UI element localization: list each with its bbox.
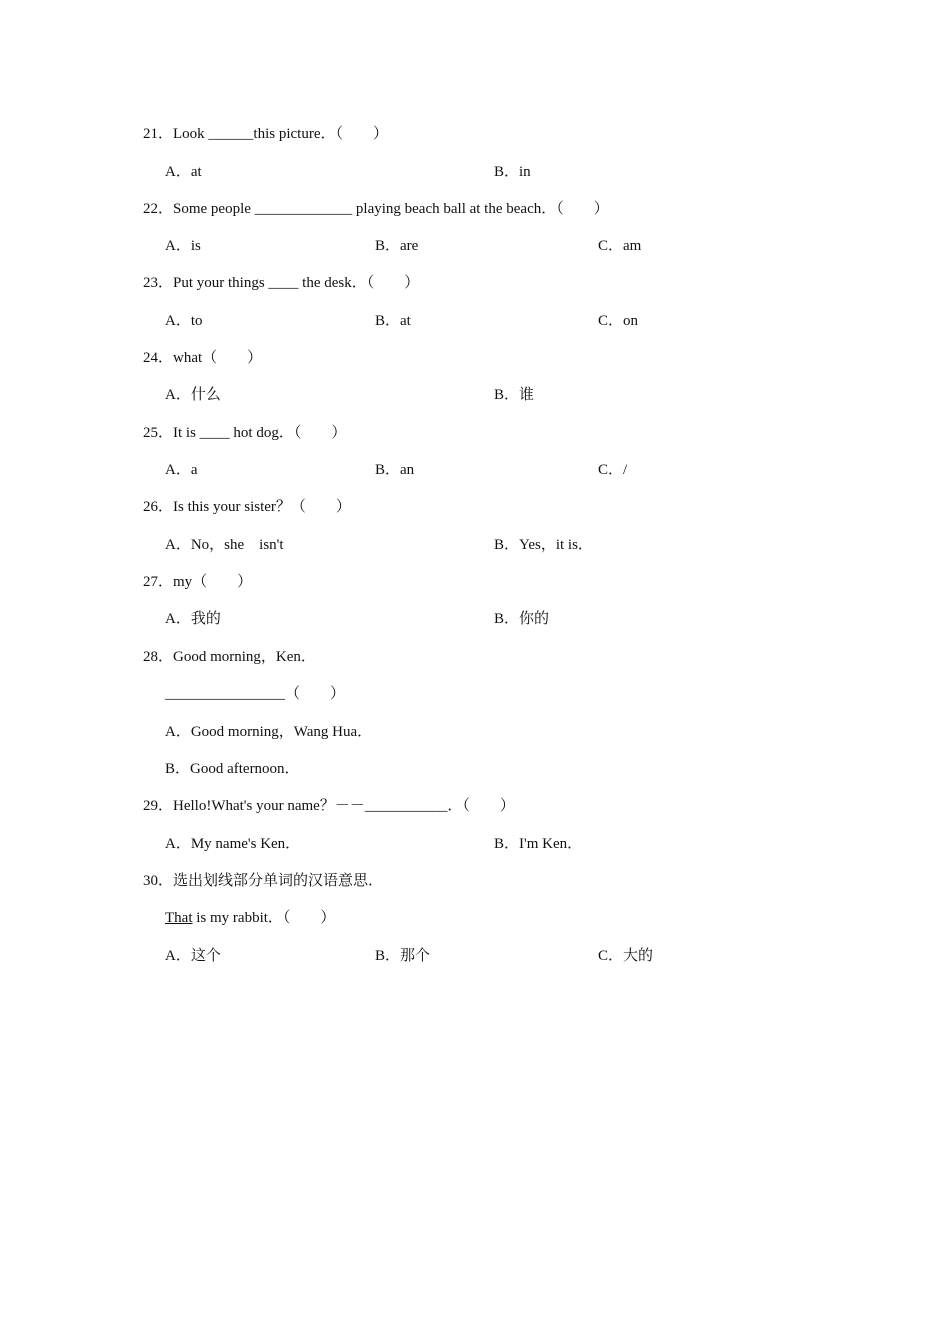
- question-21-option-a[interactable]: A．at: [165, 164, 202, 180]
- question-29-option-b[interactable]: B．I'm Ken．: [494, 836, 583, 852]
- question-25-option-a[interactable]: A．a: [165, 462, 198, 478]
- question-27-option-a[interactable]: A．我的: [165, 611, 221, 627]
- question-30-option-b[interactable]: B．那个: [375, 948, 431, 964]
- question-22-option-a[interactable]: A．is: [165, 238, 201, 254]
- question-30-option-c[interactable]: C．大的: [598, 948, 654, 964]
- question-27-stem: 27．my（ ）: [143, 574, 253, 590]
- question-30-sentence: [165, 908, 335, 928]
- question-28-answer-blank: ________________（ ）: [165, 686, 346, 702]
- question-28-stem: 28．Good morning，Ken．: [143, 649, 316, 665]
- question-29-option-a[interactable]: A．My name's Ken．: [165, 836, 301, 852]
- question-26-option-b[interactable]: B．Yes，it is．: [494, 537, 593, 553]
- question-24-option-b[interactable]: B．谁: [494, 387, 535, 403]
- question-29-stem: 29．Hello!What's your name？－－___________．（ ）: [143, 798, 515, 814]
- question-23-option-c[interactable]: C．on: [598, 313, 639, 329]
- question-26-stem: 26．Is this your sister？（ ）: [143, 499, 351, 515]
- question-30-option-a[interactable]: A．这个: [165, 948, 221, 964]
- question-27-option-b[interactable]: B．你的: [494, 611, 550, 627]
- question-25-stem: 25．It is ____ hot dog．（ ）: [143, 425, 347, 441]
- underlined-word: That: [165, 910, 193, 926]
- question-22-option-c[interactable]: C．am: [598, 238, 642, 254]
- question-23-option-a[interactable]: A．to: [165, 313, 203, 329]
- question-23-option-b[interactable]: B．at: [375, 313, 411, 329]
- sentence-rest: is my rabbit．（ ）: [192, 910, 336, 926]
- question-24-stem: 24．what（ ）: [143, 350, 263, 366]
- question-30-stem: 30．选出划线部分单词的汉语意思．: [143, 873, 384, 889]
- question-26-option-a[interactable]: A．No，she isn't: [165, 537, 284, 553]
- question-24-option-a[interactable]: A．什么: [165, 387, 221, 403]
- question-22-option-b[interactable]: B．are: [375, 238, 419, 254]
- question-28-option-b[interactable]: B．Good afternoon．: [165, 761, 300, 777]
- question-25-option-c[interactable]: C．/: [598, 462, 628, 478]
- question-28-option-a[interactable]: A．Good morning，Wang Hua．: [165, 724, 373, 740]
- question-23-stem: 23．Put your things ____ the desk．（ ）: [143, 275, 420, 291]
- question-21-stem: 21．Look ______this picture．（ ）: [143, 126, 388, 142]
- question-21-option-b[interactable]: B．in: [494, 164, 531, 180]
- question-25-option-b[interactable]: B．an: [375, 462, 415, 478]
- question-22-stem: 22．Some people _____________ playing beach ball at the beach．（ ）: [143, 201, 609, 217]
